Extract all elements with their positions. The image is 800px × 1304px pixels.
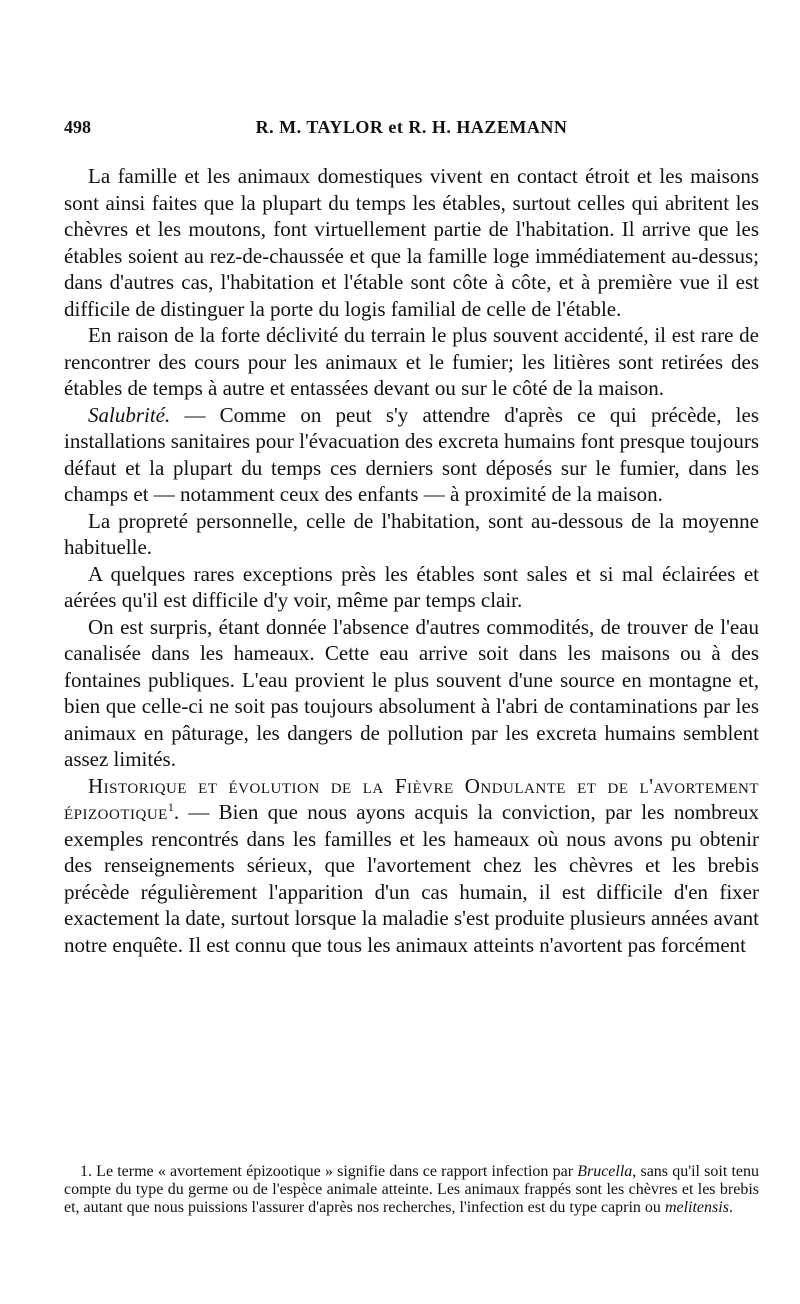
paragraph-6: On est surpris, étant donnée l'absence d'autres commodités, de trouver de l'eau canalisée dans les hameaux. Cette eau arrive soit dans les maisons ou à des fontaines publiques. L'eau provient le plus souvent d'une source en montagne et, bien que celle-ci ne soit pas toujours absolument à l'abri de contaminations par les animaux en pâturage, les dangers de pollution par les excreta humains semblent assez limités. [64,614,759,771]
paragraph-5: A quelques rares exceptions près les étables sont sales et si mal éclairées et aérées qu'il est difficile d'y voir, même par temps clair. [64,561,759,612]
section-heading-historique: Historique et évolution de la Fièvre Ondulante et de l'avortement épizootique [64,773,759,824]
footnote-reference[interactable]: 1 [167,800,174,814]
page-number: 498 [64,117,91,137]
paragraph-1: La famille et les animaux domestiques vivent en contact étroit et les maisons sont ainsi faites que la plupart du temps les étables, surtout celles qui abritent les chèvres et les moutons, font virtuellement partie de l'habitation. Il arrive que les étables soient au rez-de-chaussée et que la famille loge immédiatement au-dessus; dans d'autres cas, l'habitation et l'étable sont côte à côte, et à première vue il est difficile de distinguer la porte du logis familial de celle de l'étable. [64,164,759,321]
footnote-text-1: 1. Le terme « avortement épizootique » signifie dans ce rapport infection par [80,1163,578,1180]
page-header [64,117,759,143]
footnote-melitensis: melitensis [664,1199,729,1216]
paragraph-3 [64,402,759,508]
body-text [64,163,759,958]
paragraph-3-text: — Comme on peut s'y attendre d'après ce qui précède, les installations sanitaires pour l'évacuation des excreta humains font presque toujours défaut et la plupart du temps ces derniers sont déposés sur le fumier, dans les champs et — notamment ceux des enfants — à proximité de la maison. [64,402,759,506]
footnote [64,1163,759,1217]
paragraph-7 [64,773,759,959]
running-head: R. M. TAYLOR et R. H. HAZEMANN [255,117,568,137]
footnote-text-3: . [728,1199,733,1216]
paragraph-4: La propreté personnelle, celle de l'habitation, sont au-dessous de la moyenne habituelle. [64,508,759,559]
footnote-1 [64,1163,759,1217]
paragraph-2: En raison de la forte déclivité du terrain le plus souvent accidenté, il est rare de rencontrer des cours pour les animaux et le fumier; les litières sont retirées des étables de temps à autre et entassées devant ou sur le côté de la maison. [64,323,759,400]
footnote-text-2: , sans qu'il soit tenu compte du type du germe ou de l'espèce animale atteinte. Les animaux frappés sont les chèvres et les brebis et, autant que nous puissions l'assurer d'après nos recherches, l'infection est du type caprin ou [64,1163,759,1216]
paragraph-7-text: . — Bien que nous ayons acquis la conviction, par les nombreux exemples rencontrés dans les familles et les hameaux où nous avons pu obtenir des renseignements sérieux, que l'avortement chez les chèvres et les brebis précède régulièrement l'apparition d'un cas humain, il est difficile d'en fixer exactement la date, surtout lorsque la maladie s'est produite plusieurs années avant notre enquête. Il est connu que tous les animaux atteints n'avortent pas forcément [64,800,759,957]
footnote-brucella: Brucella [577,1163,633,1180]
section-heading-salubrite: Salubrité. [88,402,171,427]
